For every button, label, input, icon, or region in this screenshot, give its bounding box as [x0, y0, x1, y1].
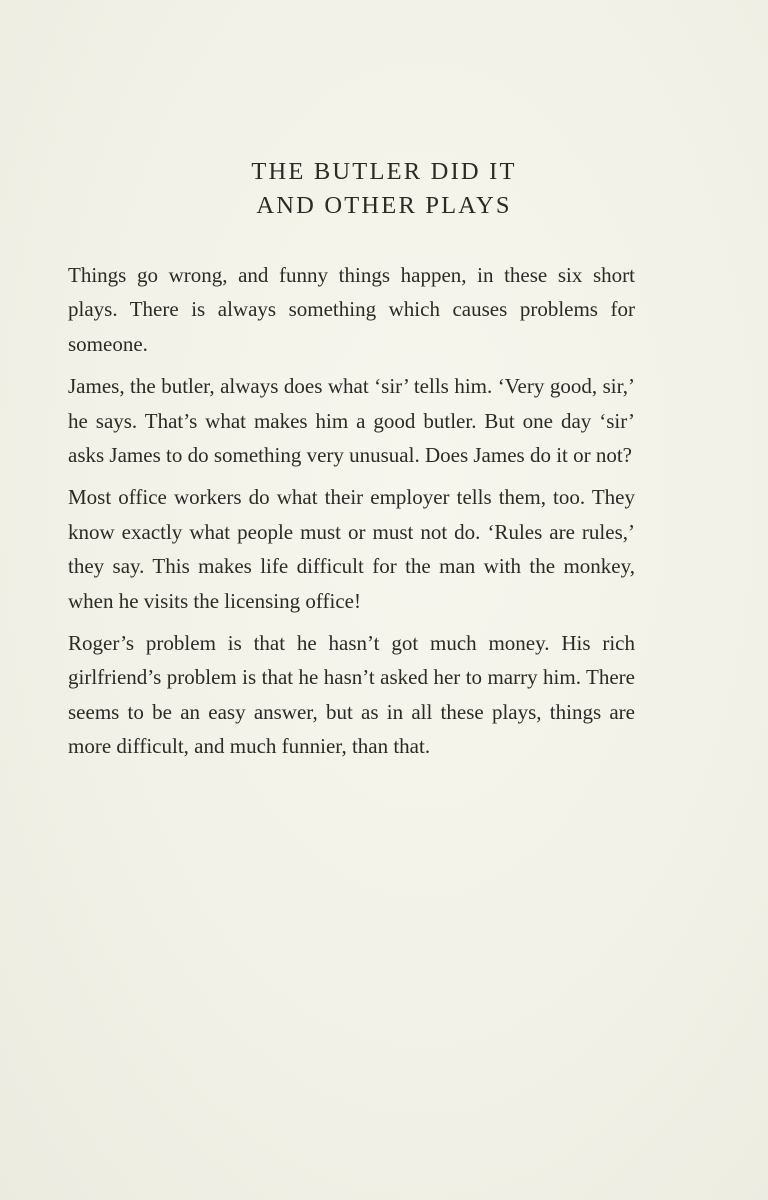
paragraph-roger: Roger’s problem is that he hasn’t got much money. His rich girlfriend’s problem is that he hasn’t asked her to marry him. There seems to be an easy answer, but as in all these plays, things are more difficult, and much funnier, than that. [68, 631, 635, 759]
paragraph-office: Most office workers do what their employer tells them, too. They know exactly what people must or must not do. ‘Rules are rules,’ they say. This makes life difficult for the man with the monkey, when he visits the licensing office! [68, 485, 635, 613]
paragraph-intro: Things go wrong, and funny things happen, in these six short plays. There is always something which causes problems for someone. [68, 263, 635, 356]
paragraph-butler: James, the butler, always does what ‘sir’ tells him. ‘Very good, sir,’ he says. That’s what makes him a good butler. But one day ‘sir’ asks James to do something very unusual. Does James do it or not? [68, 374, 635, 468]
description-body [68, 258, 635, 772]
page-title [0, 155, 768, 223]
title-line-1: THE BUTLER DID IT [251, 158, 517, 185]
title-line-2: AND OTHER PLAYS [256, 192, 512, 219]
